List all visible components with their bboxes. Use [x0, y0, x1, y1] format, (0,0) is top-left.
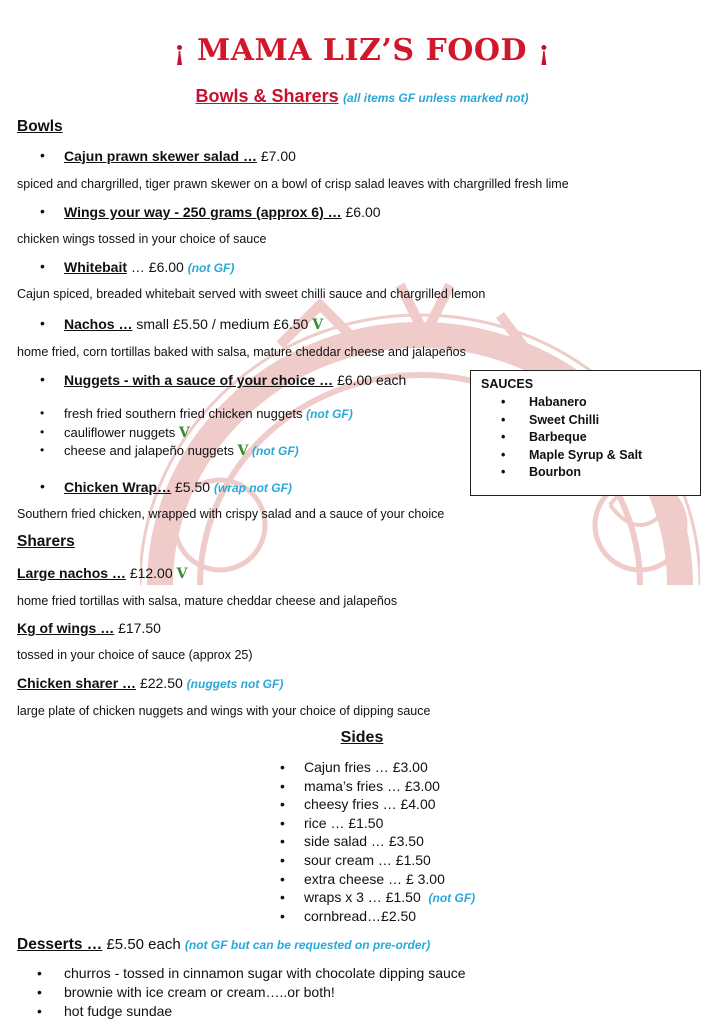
bullet-icon: • [40, 371, 45, 387]
bullet-icon: • [37, 1003, 42, 1019]
bullet-icon: • [40, 478, 45, 494]
bullet-icon: • [280, 814, 285, 831]
bullet-icon: • [280, 796, 285, 813]
dessert-label: churros - tossed in cinnamon sugar with chocolate dipping sauce [64, 965, 466, 981]
title-mark-right: ¡ [537, 36, 551, 67]
side-item [280, 851, 475, 870]
bullet-icon: • [280, 777, 285, 794]
sauces-box [470, 370, 701, 496]
subtitle-note: (all items GF unless marked not) [343, 91, 529, 105]
item-name: Chicken Wrap… [64, 479, 172, 495]
desserts-header [17, 936, 430, 954]
item-note: (not GF) [187, 261, 235, 275]
bullet-icon: • [40, 203, 45, 219]
title-text: MAMA LIZ’S FOOD [196, 33, 528, 68]
sauce-item [501, 412, 642, 430]
side-label: mama’s fries … £3.00 [304, 777, 440, 794]
sauce-item [501, 464, 642, 482]
bullet-icon: • [40, 443, 45, 457]
side-item [280, 795, 475, 814]
side-label: cheesy fries … £4.00 [304, 796, 436, 813]
desserts-heading: Desserts … [17, 936, 103, 953]
item-name: Nachos … [64, 316, 133, 332]
side-item [280, 888, 475, 907]
item-price: £12.00 [129, 565, 173, 581]
item-price: £6.00 [345, 204, 381, 220]
sauce-label: Sweet Chilli [529, 412, 600, 427]
bowl-item [64, 148, 296, 164]
nugget-option [64, 406, 353, 421]
bullet-icon: • [40, 406, 45, 420]
side-item [280, 832, 475, 851]
desserts-price: £5.50 each [106, 936, 181, 953]
dessert-item [37, 983, 466, 1002]
bullet-icon: • [501, 395, 506, 409]
dessert-item [37, 964, 466, 983]
bullet-icon: • [501, 447, 506, 462]
sauce-label: Maple Syrup & Salt [529, 447, 643, 462]
item-description: Southern fried chicken, wrapped with crispy salad and a sauce of your choice [17, 507, 445, 521]
vegetarian-icon: V [237, 443, 249, 459]
item-price: £22.50 [139, 675, 183, 691]
side-label: Cajun fries … £3.00 [304, 759, 428, 775]
bowl-item [64, 372, 406, 388]
sauce-item [501, 447, 642, 465]
side-label: wraps x 3 … £1.50 [304, 889, 421, 906]
sides-list [280, 758, 475, 925]
bowl-item [64, 259, 234, 275]
sauces-title: SAUCES [481, 377, 534, 391]
dessert-label: brownie with ice cream or cream…..or both! [64, 984, 335, 1000]
menu-subtitle [0, 86, 724, 107]
subtitle-text: Bowls & Sharers [195, 86, 339, 106]
item-description: home fried tortillas with salsa, mature cheddar cheese and jalapeños [17, 594, 398, 608]
bowl-item [64, 204, 381, 220]
nugget-option [64, 443, 299, 459]
item-description: Cajun spiced, breaded whitebait served with sweet chilli sauce and chargrilled lemon [17, 287, 486, 301]
item-price: £5.50 [175, 479, 211, 495]
item-price: … £6.00 [130, 259, 184, 275]
vegetarian-icon: V [176, 566, 188, 582]
item-price: £6.00 each [337, 372, 407, 388]
sauces-list [501, 394, 642, 482]
item-name: Chicken sharer … [17, 675, 137, 691]
item-name: Large nachos … [17, 565, 126, 581]
title-mark-left: ¡ [173, 36, 186, 67]
bullet-icon: • [40, 258, 45, 274]
bullet-icon: • [40, 147, 45, 163]
item-name: Cajun prawn skewer salad … [64, 148, 257, 164]
item-description: large plate of chicken nuggets and wings with your choice of dipping sauce [17, 704, 431, 718]
side-item [280, 814, 475, 833]
side-item [280, 907, 475, 926]
option-label: cauliflower nuggets [64, 425, 176, 440]
item-price: £7.00 [260, 148, 296, 164]
bullet-icon: • [280, 851, 285, 868]
item-description: home fried, corn tortillas baked with salsa, mature cheddar cheese and jalapeños [17, 345, 466, 359]
item-note: (nuggets not GF) [186, 677, 284, 691]
vegetarian-icon: V [178, 425, 190, 441]
item-name: Kg of wings … [17, 620, 115, 636]
sharer-item [17, 565, 187, 582]
bullet-icon: • [37, 965, 42, 981]
item-price: £17.50 [118, 620, 161, 636]
side-item [280, 777, 475, 796]
sauce-label: Barbeque [529, 430, 587, 444]
option-note: (not GF) [252, 444, 299, 458]
sauce-label: Habanero [529, 395, 587, 409]
sauce-label: Bourbon [529, 465, 582, 479]
option-label: cheese and jalapeño nuggets [64, 443, 234, 458]
sauce-item [501, 394, 642, 412]
bullet-icon: • [501, 465, 506, 479]
option-note: (not GF) [306, 407, 353, 421]
bullet-icon: • [280, 889, 285, 906]
side-label: rice … £1.50 [304, 814, 384, 831]
item-description: chicken wings tossed in your choice of sauce [17, 232, 267, 246]
bullet-icon: • [280, 870, 285, 887]
side-item [280, 758, 475, 777]
side-item [280, 870, 475, 889]
side-label: cornbread…£2.50 [304, 907, 417, 924]
dessert-label: hot fudge sundae [64, 1003, 173, 1019]
item-description: tossed in your choice of sauce (approx 25) [17, 648, 253, 662]
item-name: Whitebait [64, 259, 127, 275]
bullet-icon: • [280, 907, 285, 924]
sauce-item [501, 429, 642, 447]
bullet-icon: • [501, 412, 506, 427]
side-label: sour cream … £1.50 [304, 851, 431, 868]
item-name: Nuggets - with a sauce of your choice … [64, 372, 334, 388]
item-note: (wrap not GF) [213, 481, 292, 495]
bullet-icon: • [37, 984, 42, 1000]
desserts-note: (not GF but can be requested on pre-order) [184, 938, 431, 952]
bullet-icon: • [280, 833, 285, 850]
sharer-item [17, 620, 161, 636]
desserts-list [37, 964, 466, 1021]
sharers-heading: Sharers [17, 533, 75, 550]
sides-heading: Sides [340, 729, 384, 746]
menu-title [0, 33, 724, 68]
item-price: small £5.50 / medium £6.50 [136, 316, 309, 332]
vegetarian-icon: V [312, 317, 324, 333]
item-description: spiced and chargrilled, tiger prawn skewer on a bowl of crisp salad leaves with chargrilled fresh lime [17, 177, 569, 191]
bowls-heading: Bowls [17, 118, 63, 135]
side-label: side salad … £3.50 [304, 833, 424, 850]
side-label: extra cheese … £ 3.00 [304, 870, 445, 887]
side-note: (not GF) [428, 891, 476, 906]
bowl-item [64, 316, 323, 333]
bullet-icon: • [40, 425, 45, 439]
bullet-icon: • [280, 759, 285, 775]
dessert-item [37, 1002, 466, 1021]
sharer-item [17, 675, 283, 691]
bowl-item [64, 479, 292, 495]
item-name: Wings your way - 250 grams (approx 6) … [64, 204, 342, 220]
nugget-option [64, 425, 190, 441]
option-label: fresh fried southern fried chicken nuggets [64, 406, 303, 421]
bullet-icon: • [501, 430, 506, 444]
bullet-icon: • [40, 315, 45, 331]
